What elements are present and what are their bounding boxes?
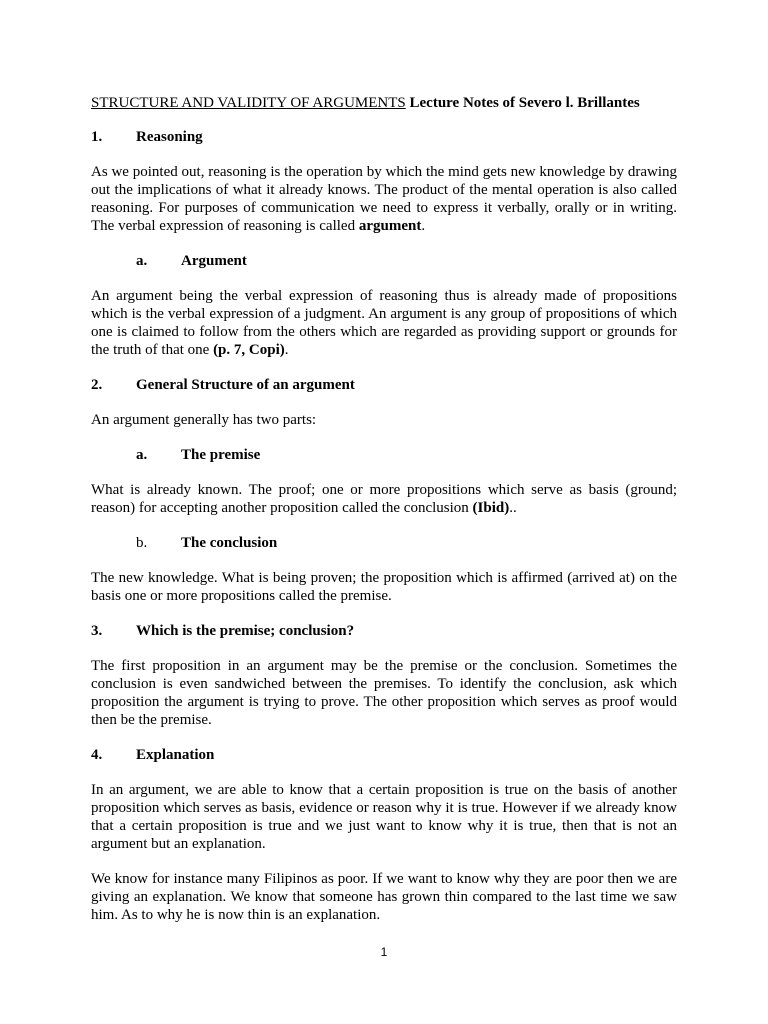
section-title: Explanation <box>136 747 215 763</box>
section-number: 3. <box>91 623 103 639</box>
title-main: STRUCTURE AND VALIDITY OF ARGUMENTS <box>91 95 406 111</box>
paragraph-structure-intro: An argument generally has two parts: <box>91 412 317 428</box>
section-number: 1. <box>91 129 103 145</box>
subsection-title: The conclusion <box>181 535 278 551</box>
paragraph-end: . <box>421 218 426 234</box>
paragraph-explanation-1: In an argument, we are able to know that a certain proposition is true on the basis of another proposition which serves as basis, evidence or reason why it is true. However if we already know that a certain proposition is true and we just want to know why it is true, then that is not an argument but an explanation. <box>91 782 677 852</box>
section-heading-structure <box>91 376 677 394</box>
paragraph-end: . <box>284 342 289 358</box>
section-title: Reasoning <box>136 129 203 145</box>
paragraph-conclusion: The new knowledge. What is being proven; the proposition which is affirmed (arrived at) on the basis one or more propositions called the premise. <box>91 570 677 604</box>
section-number: 2. <box>91 377 103 393</box>
subsection-heading-conclusion <box>136 534 677 552</box>
subsection-letter: a. <box>136 447 148 463</box>
paragraph-identify: The first proposition in an argument may be the premise or the conclusion. Sometimes the conclusion is even sandwiched between the premises. To identify the conclusion, ask which proposition the argument is trying to prove. The other proposition which serves as proof would then be the premise. <box>91 658 677 728</box>
citation: (p. 7, Copi) <box>213 342 285 358</box>
subsection-title: Argument <box>181 253 247 269</box>
citation: (Ibid) <box>472 500 510 516</box>
section-heading-reasoning <box>91 128 677 146</box>
bold-term: argument <box>358 218 422 234</box>
subsection-heading-argument <box>136 252 677 270</box>
paragraph-text: As we pointed out, reasoning is the operation by which the mind gets new knowledge by drawing out the implications of what it already knows. The product of the mental operation is also called reasoning. For purposes of communication we need to express it verbally, orally or in writing. The verbal expression of reasoning is called <box>91 164 677 234</box>
section-title: General Structure of an argument <box>136 377 355 393</box>
paragraph-text: What is already known. The proof; one or more propositions which serve as basis (ground; reason) for accepting another proposition called the conclusion <box>91 482 677 516</box>
paragraph-text: An argument being the verbal expression of reasoning thus is already made of propositions which is the verbal expression of a judgment. An argument is any group of propositions of which one is claimed to follow from the others which are regarded as providing support or grounds for the truth of that one <box>91 288 677 358</box>
paragraph-argument <box>91 287 677 359</box>
title-author: Lecture Notes of Severo l. Brillantes <box>409 95 640 111</box>
document-title <box>91 94 677 112</box>
document-page <box>91 94 677 941</box>
subsection-letter: a. <box>136 253 148 269</box>
section-heading-identify <box>91 622 677 640</box>
section-number: 4. <box>91 747 103 763</box>
paragraph-reasoning <box>91 163 677 235</box>
subsection-letter: b. <box>136 535 148 551</box>
paragraph-end: .. <box>509 500 517 516</box>
subsection-title: The premise <box>181 447 261 463</box>
section-heading-explanation <box>91 746 677 764</box>
paragraph-explanation-2: We know for instance many Filipinos as poor. If we want to know why they are poor then we are giving an explanation. We know that someone has grown thin compared to the last time we saw him. As to why he is now thin is an explanation. <box>91 871 677 923</box>
page-number: 1 <box>380 945 388 959</box>
paragraph-premise <box>91 481 677 517</box>
subsection-heading-premise <box>136 446 677 464</box>
section-title: Which is the premise; conclusion? <box>136 623 355 639</box>
